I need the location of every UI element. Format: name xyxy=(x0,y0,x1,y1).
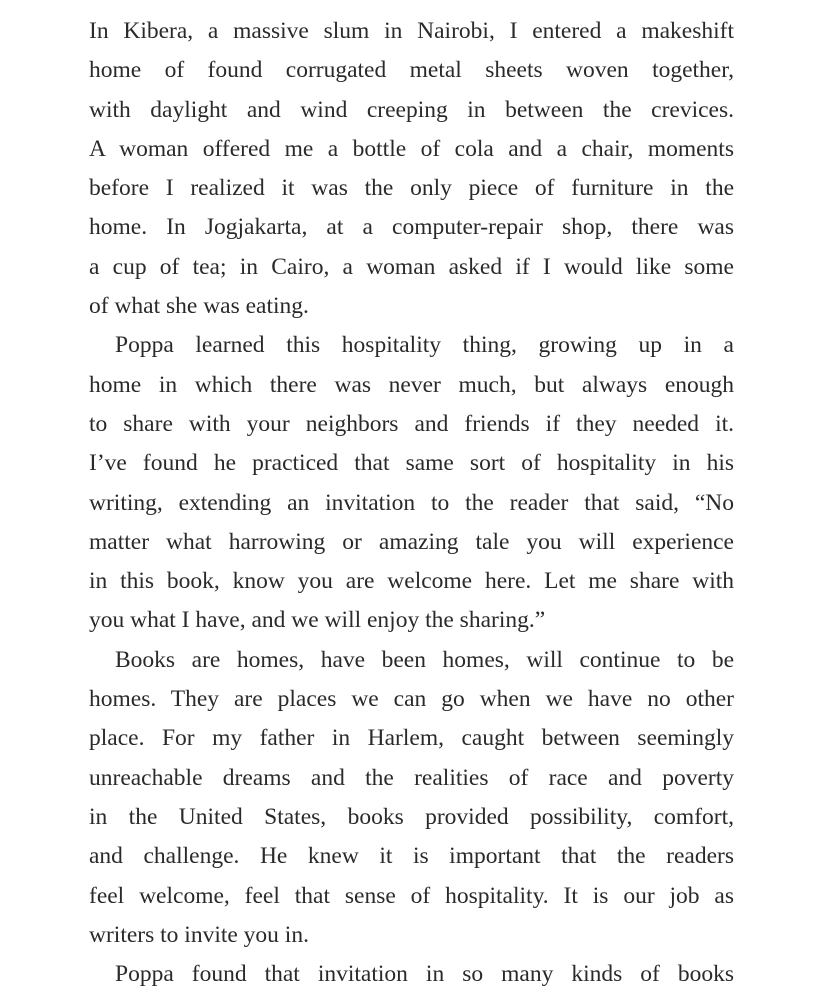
text-line: to share with your neighbors and friends if they needed it. xyxy=(89,410,734,437)
text-line: place. For my father in Harlem, caught between seemingly xyxy=(89,725,734,752)
text-line: Poppa found that invitation in so many kinds of books xyxy=(115,961,734,988)
text-line: in this book, know you are welcome here. Let me share with xyxy=(89,568,734,595)
text-line: unreachable dreams and the realities of race and poverty xyxy=(89,764,734,791)
text-line: Books are homes, have been homes, will continue to be xyxy=(115,646,734,673)
text-line: I’ve found he practiced that same sort of hospitality in his xyxy=(89,450,734,477)
text-line: in the United States, books provided possibility, comfort, xyxy=(89,803,734,830)
text-line: writers to invite you in. xyxy=(89,921,309,948)
text-line: home. In Jogjakarta, at a computer-repair shop, there was xyxy=(89,214,734,241)
text-line: home in which there was never much, but always enough xyxy=(89,371,734,398)
paragraph-kibera xyxy=(89,12,734,326)
paragraph-invitation xyxy=(89,955,734,994)
paragraph-books-are-homes xyxy=(89,641,734,955)
paragraph-hospitality xyxy=(89,326,734,640)
text-line: homes. They are places we can go when we have no other xyxy=(89,686,734,713)
text-line: writing, extending an invitation to the reader that said, “No xyxy=(89,489,734,516)
text-line: and challenge. He knew it is important that the readers xyxy=(89,843,734,870)
text-line: In Kibera, a massive slum in Nairobi, I entered a makeshift xyxy=(89,18,734,44)
text-line: feel welcome, feel that sense of hospitality. It is our job as xyxy=(89,882,734,909)
text-line: Poppa learned this hospitality thing, growing up in a xyxy=(115,332,734,359)
book-page xyxy=(89,12,734,994)
text-line: home of found corrugated metal sheets woven together, xyxy=(89,57,734,84)
text-line: A woman offered me a bottle of cola and a chair, moments xyxy=(89,135,734,162)
text-line: matter what harrowing or amazing tale you will experience xyxy=(89,528,734,555)
text-line: you what I have, and we will enjoy the sharing.” xyxy=(89,607,546,634)
text-line: before I realized it was the only piece of furniture in the xyxy=(89,175,734,202)
text-line: a cup of tea; in Cairo, a woman asked if I would like some xyxy=(89,253,734,280)
text-line: of what she was eating. xyxy=(89,293,309,320)
text-line: with daylight and wind creeping in between the crevices. xyxy=(89,96,734,123)
